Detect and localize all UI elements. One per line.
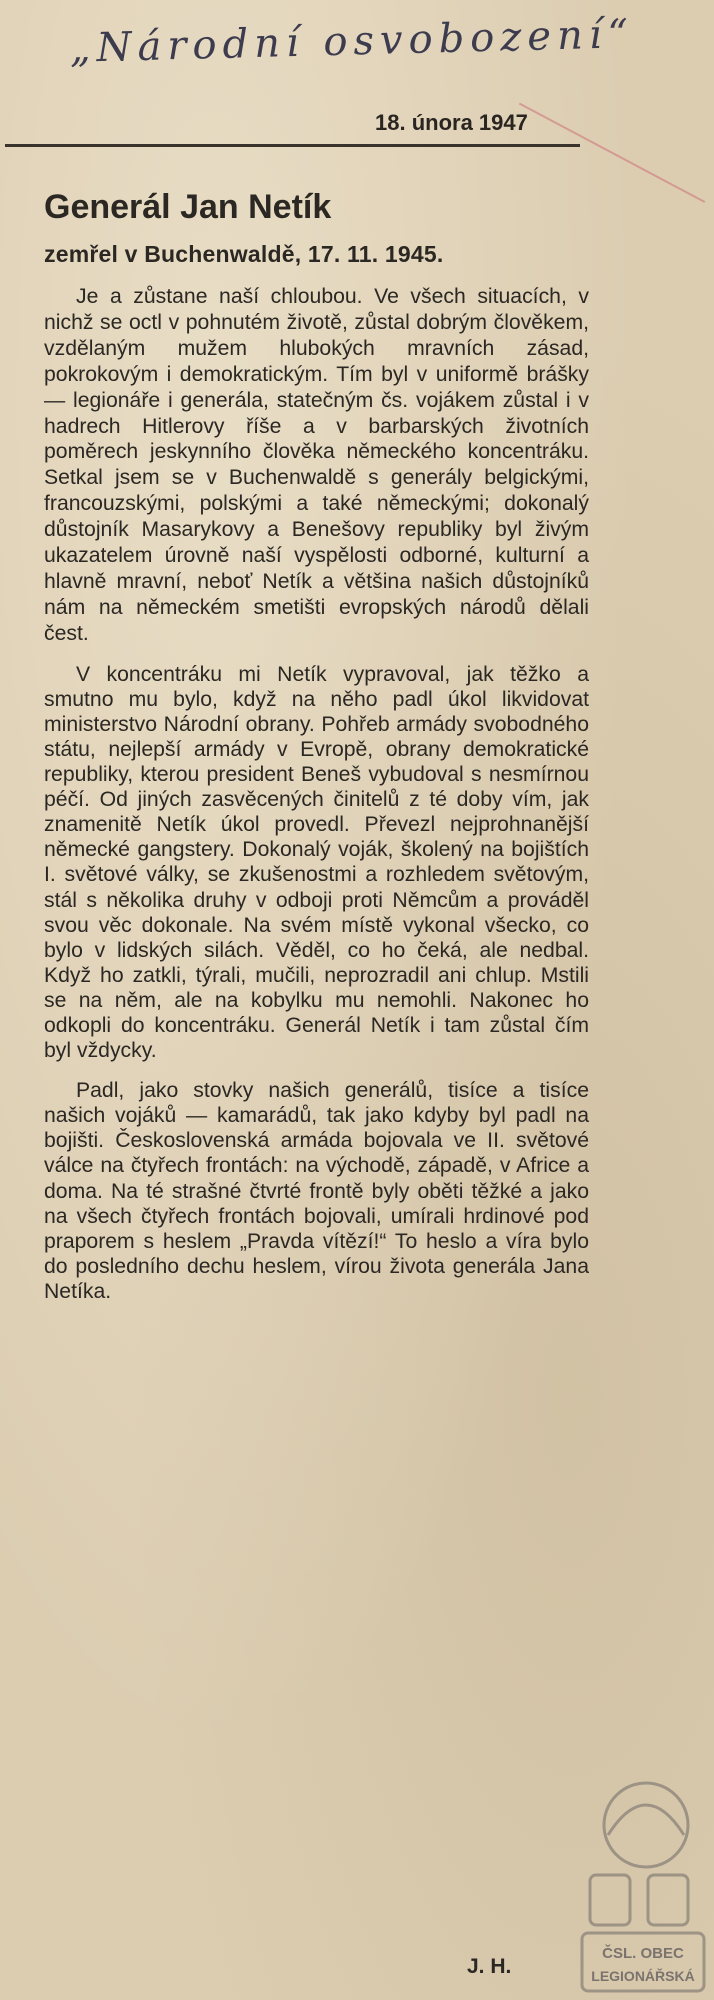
article [44,188,589,1319]
author-signature: J. H. [467,1955,512,1978]
publication-date: 18. února 1947 [375,110,528,135]
legion-stamp [578,1755,708,1995]
handwritten-source-note: „Národní osvobození“ [69,11,635,72]
shield-icon [590,1875,630,1925]
article-paragraph: Padl, jako stovky našich generálů, tisíce a tisíce našich vojáků — kamarádů, tak jako kdyby byl padl na bojišti. Československá armáda bojovala ve II. světové válce na čtyřech frontách: na východě, západě, v Africe a doma. Na té strašné čtvrté frontě byly oběti těžké a jako na všech čtyřech frontách bojovali, umírali hrdinové pod praporem s heslem „Pravda vítězí!“ To heslo a víra bylo do posledního dechu heslem, vírou života generála Jana Netíka. [44,1079,589,1303]
article-paragraph: Je a zůstane naší chloubou. Ve všech situacích, v nichž se octl v pohnutém životě, zůstal dobrým člověkem, vzdělaným mužem hlubokých mravních zásad, pokrokovým i demokratickým. Tím byl v uniformě brášky — legionáře i generála, statečným čs. vojákem zůstal i v hadrech Hitlerovy říše a v barbarských životních poměrech jeskynního člověka německého koncentráku. Setkal jsem se v Buchenwaldě s generály belgickými, francouzskými, polskými a také německými; dokonalý důstojník Masarykovy a Benešovy republiky byl živým ukazatelem úrovně naší vyspělosti odborné, kulturní a hlavně mravní, neboť Netík a většina našich důstojníků nám na německém smetišti evropských národů dělali čest. [44,285,589,645]
header-rule [5,144,580,147]
article-title: Generál Jan Netík [44,188,332,226]
stamp-text-top: ČSL. OBEC [602,1945,684,1962]
article-subtitle: zemřel v Buchenwaldě, 17. 11. 1945. [44,241,444,267]
article-paragraph: V koncentráku mi Netík vypravoval, jak těžko a smutno mu bylo, když na něho padl úkol likvidovat ministerstvo Národní obrany. Pohřeb armády svobodného státu, nejlepší armády v Evropě, obrany demokratické republiky, kterou president Beneš vybudoval s nesmírnou péčí. Od jiných zasvěcených činitelů z té doby vím, jak znamenitě Netík úkol provedl. Převezl nejprohnanější německé gangstery. Dokonalý voják, školený na bojištích I. světové války, se zkušenostmi a rozhledem světovým, stál s několika druhy v odboji proti Němcům a prováděl svou věc dokonale. Na svém místě vykonal všecko, co bylo v lidských silách. Věděl, co ho čeká, ale nedbal. Když ho zatkli, týrali, mučili, neprozradil ani chlup. Mstili se na něm, ale na kobylku mu nemohli. Nakonec ho odkopli do koncentráku. Generál Netík i tam zůstal čím byl vždycky. [44,662,589,1063]
shield-icon [648,1875,688,1925]
stamp-text-bottom: LEGIONÁŘSKÁ [591,1968,695,1984]
